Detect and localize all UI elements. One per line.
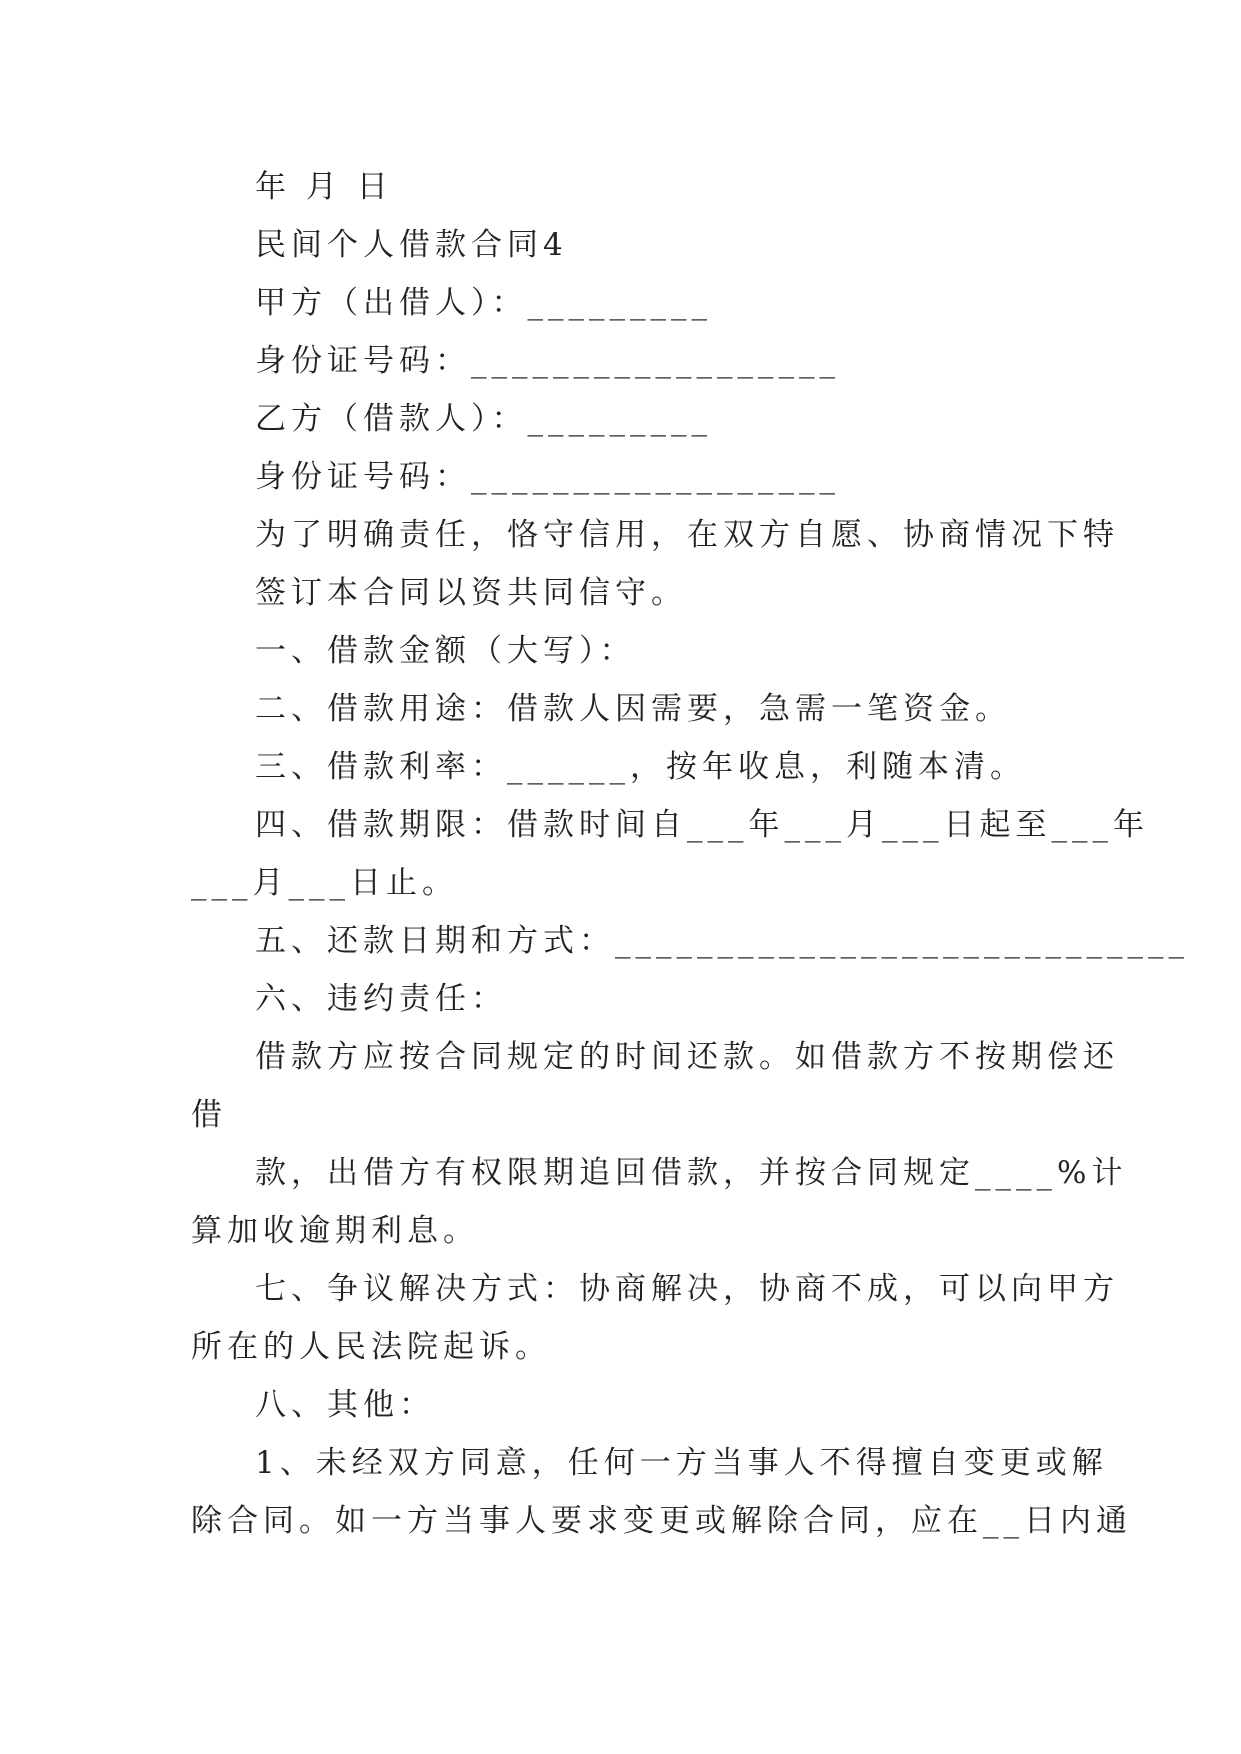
clause-4-term-line-2: ___月___日止。 xyxy=(191,865,458,901)
clause-3-interest: 三、借款利率：______，按年收息，利随本清。 xyxy=(255,749,1026,785)
party-a-id-line: 身份证号码：__________________ xyxy=(255,343,840,379)
clause-8-heading: 八、其他： xyxy=(255,1387,435,1423)
clause-8-1-line-2: 除合同。如一方当事人要求变更或解除合同，应在__日内通 xyxy=(191,1503,1132,1539)
clause-4-term-line-1: 四、借款期限：借款时间自___年___月___日起至___年 xyxy=(255,807,1149,843)
party-b-line: 乙方（借款人）：_________ xyxy=(255,401,712,437)
clause-7-line-2: 所在的人民法院起诉。 xyxy=(191,1329,551,1365)
clause-1-amount: 一、借款金额（大写）： xyxy=(255,633,636,669)
clause-6-line-3: 款，出借方有权限期追回借款，并按合同规定____%计 xyxy=(255,1155,1128,1191)
clause-6-heading: 六、违约责任： xyxy=(255,981,507,1017)
clause-6-line-1: 借款方应按合同规定的时间还款。如借款方不按期偿还 xyxy=(255,1039,1119,1075)
clause-8-1-line-1: 1、未经双方同意，任何一方当事人不得擅自变更或解 xyxy=(255,1445,1108,1481)
clause-6-line-4: 算加收逾期利息。 xyxy=(191,1213,479,1249)
clause-5-repayment: 五、还款日期和方式：____________________________ xyxy=(255,923,1189,959)
clause-7-line-1: 七、争议解决方式：协商解决，协商不成，可以向甲方 xyxy=(255,1271,1119,1307)
preamble-line-1: 为了明确责任，恪守信用，在双方自愿、协商情况下特 xyxy=(255,517,1119,553)
party-b-id-line: 身份证号码：__________________ xyxy=(255,459,840,495)
date-line: 年 月 日 xyxy=(255,169,393,205)
preamble-line-2: 签订本合同以资共同信守。 xyxy=(255,575,687,611)
clause-6-line-2: 借 xyxy=(191,1097,227,1133)
party-a-line: 甲方（出借人）：_________ xyxy=(255,285,712,321)
contract-title: 民间个人借款合同4 xyxy=(255,227,568,263)
clause-2-purpose: 二、借款用途：借款人因需要，急需一笔资金。 xyxy=(255,691,1011,727)
